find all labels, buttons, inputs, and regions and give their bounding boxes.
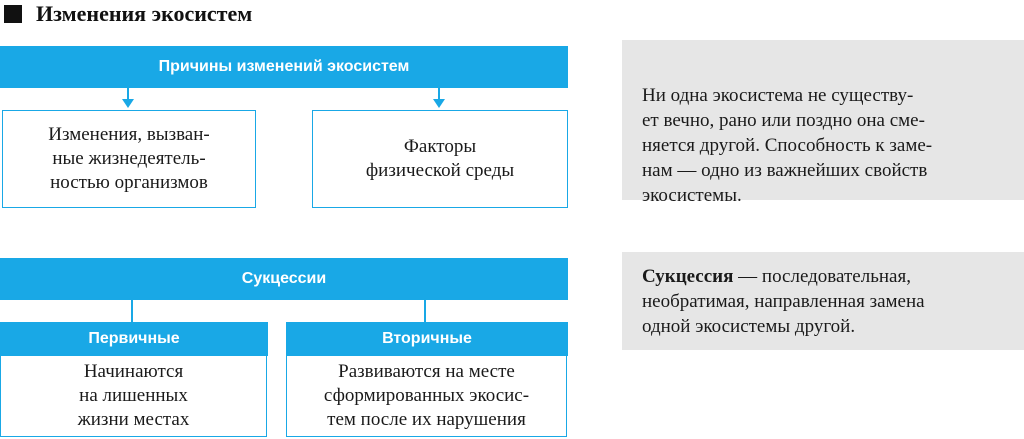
section-heading xyxy=(0,0,252,28)
causes-arrow-right xyxy=(431,88,447,110)
primary-succession-box xyxy=(0,356,267,437)
primary-succession-label-text: Первичные xyxy=(88,330,180,347)
causes-arrow-left xyxy=(120,88,136,110)
secondary-succession-box xyxy=(286,356,567,437)
successions-header-label: Сукцессии xyxy=(241,270,327,287)
cause-physical-factors-box xyxy=(312,110,568,208)
secondary-succession-label xyxy=(286,322,568,356)
connector-primary xyxy=(131,300,133,322)
connector-secondary xyxy=(424,300,426,322)
cause-physical-factors-text: Факторы физической среды xyxy=(365,135,515,181)
secondary-succession-text: Развиваются на месте сформированных экосис- тем после их нарушения xyxy=(323,360,530,431)
succession-term: Сукцессия xyxy=(642,266,734,287)
succession-definition-note xyxy=(622,252,1024,350)
causes-header xyxy=(0,46,568,88)
ecosystem-change-note xyxy=(622,40,1024,207)
cause-organisms-text: Изменения, вызван- ные жизнедеятель- ностью организмов xyxy=(48,123,210,194)
succession-definition-text: — последовательная, необратимая, направленная замена одной экосистемы другой. xyxy=(642,266,925,338)
cause-organisms-box xyxy=(2,110,256,208)
secondary-succession-label-text: Вторичные xyxy=(382,330,472,347)
causes-header-label: Причины изменений экосистем xyxy=(158,58,410,75)
ecosystem-change-note-text: Ни одна экосистема не существу- ет вечно, рано или поздно она сме- няется другой. Способность к заме- нам — одно из важнейших свойств экосистемы. xyxy=(642,85,933,207)
section-title: Изменения экосистем xyxy=(36,1,253,26)
section-marker-square xyxy=(4,5,22,23)
primary-succession-text: Начинаются на лишенных жизни местах xyxy=(77,360,190,431)
successions-header xyxy=(0,258,568,300)
primary-succession-label xyxy=(0,322,268,356)
